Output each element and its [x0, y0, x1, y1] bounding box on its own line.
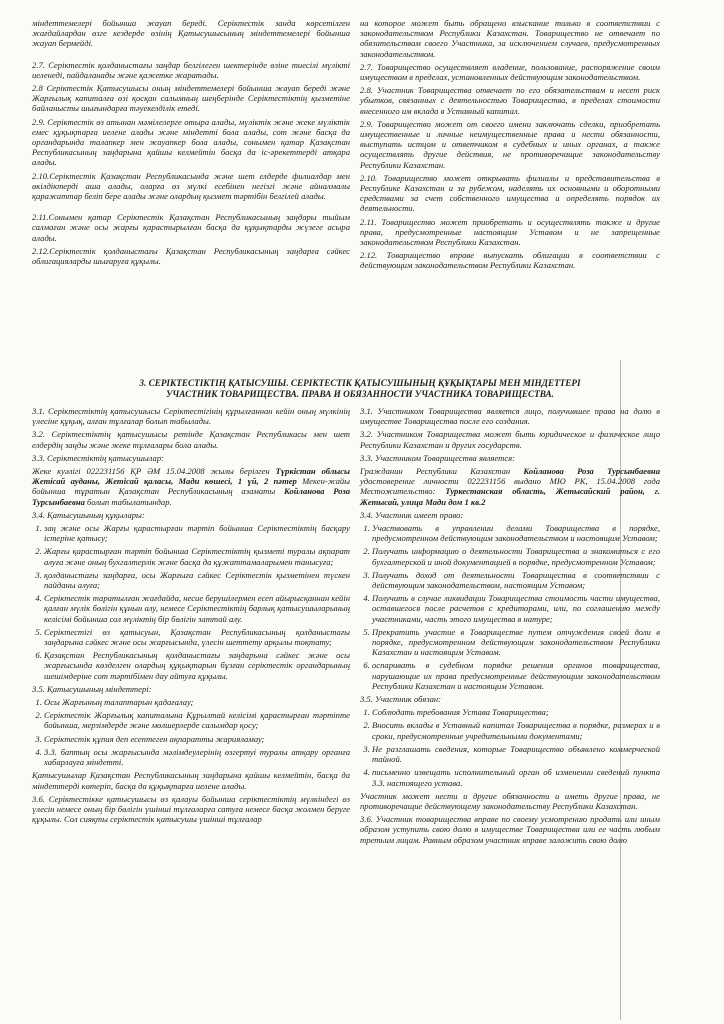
list-item: 2. Вносить вклады в Уставный капитал Товарищества в порядке, размерах и в сроки, предусмотренные учредительными документами; — [372, 720, 660, 740]
section-heading-kz: 3. СЕРІКТЕСТІКТІҢ ҚАТЫСУШЫ. СЕРІКТЕСТІК ҚАТЫСУШЫНЫҢ ҚҰҚЫҚТАРЫ МЕН МІНДЕТТЕРІ — [139, 378, 581, 388]
ru-paragraph-2-7: 2.7. Товарищество осуществляет владение, пользование, распоряжение своим имуществом в пределах, установленных действующим законодательством. — [360, 61, 660, 83]
ru-paragraph-3-5-label: 3.5. Участник обязан: — [360, 694, 442, 705]
list-item: 3. қолданыстағы заңдарға, осы Жарғыға сәйкес Серіктестік қызметінен түскен пайданы алуға; — [44, 570, 350, 590]
ru-paragraph-2-8: 2.8. Участник Товарищества отвечает по его обязательствам и несет риск убытков, связанных с деятельностью Товарищества, в пределах стоимости внесенного им вклада в Уставный капитал. — [360, 85, 660, 116]
list-item: 4. письменно извещать исполнительный орган об изменении сведений пункта 3.3. настоящего устава. — [372, 767, 660, 787]
section-3-heading — [60, 378, 660, 400]
kz-paragraph-2-9: 2.9. Серіктестік өз атынан мәмілелерге отыра алады, мүліктік және жеке мүліктік емес құқықтарға иелене алады және міндетті бола алады, сот және басқа да органдарында талапкер мен жауапкер бола алады, сонымен қатар Қазақстан Республикасының заңдарына қайшы келмейтін басқа да іс-әрекеттерді атқара алады. — [32, 116, 350, 168]
kz-paragraph-3-5-label: 3.5. Қатысушының міндеттері: — [32, 683, 152, 694]
kz-participant-id: Жеке куәлігі 022231156 ҚР ӘМ 15.04.2008 жылы берілген — [32, 466, 276, 477]
kz-paragraph-intro: міндеттемелері бойынша жауап береді. Серіктестік занда көрсетілген жағдайлардан өзге кездерде өзінің Қатысушысының міндеттемелері бойынша жауап бермейді. — [32, 18, 350, 49]
kz-paragraph-3-5-tail: Қатысушылар Қазақстан Республикасының заңдарына қайшы келмейтін, басқа да міндеттерді көтеріп, басқа да құқықтарға иелене алады. — [32, 770, 350, 791]
ru-participant-id: удостоверение личности 022231156 выдано МЮ РК, 15.04.2008 года Местожительство: — [360, 476, 660, 497]
kz-paragraph-2-8: 2.8 Серіктестік Қатысушысы оның міндеттемелері бойынша жауап береді және Жарғылық капиталға өзі қосқан салымның шеңберінде Серіктестіктің қызметіне байланысты шығындарға тәуекелділік етеді. — [32, 83, 350, 114]
list-item: 4. 3.3. баптың осы жарғысында мәлімдеулерінің өзгертуі туралы атқару органға хабарлауға міндетті. — [44, 747, 350, 767]
kz-rights-list — [32, 523, 350, 681]
list-item: 2. Серіктестік Жарғылық капиталына Құрылтай келісімі қарастырған тәртіпте бойынша, мерзімдерде және мөлшерлерде салымдар қосу; — [44, 710, 350, 730]
kz-participant-address: Түркістан облысы Жетісай ауданы, Жетісай қаласы, Мади көшесі, 1 үй, 2 пәтер — [32, 466, 350, 487]
ru-participant-name: Койланова Роза Турсынбаевна — [523, 466, 660, 477]
left-column-top — [32, 18, 350, 269]
list-item: 1. Соблюдать требования Устава Товарищества; — [372, 707, 660, 717]
list-item: 1. Участвовать в управлении делами Товарищества в порядке, предусмотренном действующим законодательством и настоящим Уставом; — [372, 523, 660, 543]
ru-paragraph-3-1: 3.1. Участником Товарищества является лицо, получившее права на долю в имуществе Товарищества после его создания. — [360, 406, 660, 427]
ru-paragraph-3-5-tail: Участник может нести и другие обязанности и иметь другие права, не противоречащие действующему законодательству Республики Казахстан. — [360, 790, 660, 811]
kz-participant-name: Койланова Роза Турсынбаевна — [32, 486, 350, 507]
kz-participant-text: Мекен-жайы бойынша тұратын Қазақстан Республикасының азаматы — [32, 476, 350, 497]
list-item: 5. Прекратить участие в Товариществе путем отчуждения своей доли в порядке, предусмотренном действующим законодательством Республики Казахстан и настоящим Уставом. — [372, 627, 660, 658]
kz-paragraph-3-1: 3.1. Серіктестіктің қатысушысы Серіктестігінің құрылғаннан кейін оның мүлкінің үлесіне құқық, алған тұлғалар болып табылады. — [32, 406, 350, 427]
kz-paragraph-2-12: 2.12.Серіктестік қолданыстағы Қазақстан Республикасының заңдарға сәйкес облигацияларды шығаруға құқылы. — [32, 245, 350, 267]
kz-paragraph-3-2: 3.2. Серіктестіктің қатысушысы ретінде Қазақстан Республикасы мен шет елдердің заңды және жеке тұлғалары бола алады. — [32, 429, 350, 450]
kz-paragraph-2-11: 2.11.Сонымен қатар Серіктестік Қазақстан Республикасының заңдары тыйым салмаған және осы жарғы қарастырылған басқа да құқықтарды жүзеге асыра алады. — [32, 212, 350, 243]
ru-paragraph-2-10: 2.10. Товарищество может открывать филиалы и представительства в Республике Казахстан и за рубежом, наделять их основными и оборотными средствами за счет собственного имущества и определять порядок их деятельности. — [360, 172, 660, 214]
ru-participant-text: Гражданин Республики Казахстан — [360, 466, 524, 477]
list-item: 5. Серіктестігі өз қатысуын, Қазақстан Республикасының қолданыстағы заңдарына сәйкес және осы жарғысында, үлесін шеттету арқылы тоқтату; — [44, 627, 350, 647]
list-item: 1. заң және осы Жарғы қарастырған тәртіп бойынша Серіктестіктің басқару істеріне қатысу; — [44, 523, 350, 543]
list-item: 2. Получать информацию о деятельности Товарищества и знакомиться с его бухгалтерской и иной документацией в порядке, предусмотренном Уставом; — [372, 546, 660, 566]
section-heading-ru: УЧАСТНИК ТОВАРИЩЕСТВА. ПРАВА И ОБЯЗАННОСТИ УЧАСТНИКА ТОВАРИЩЕСТВА. — [166, 389, 554, 399]
ru-paragraph-3-3-label: 3.3. Участником Товарищества является: — [360, 452, 516, 463]
kz-paragraph-3-6: 3.6. Серіктестікке қатысушысы өз қалауы бойынша серіктестіктің мүлкіндегі өз үлесін немесе оның бір бөлігін үшінші тұлғаларға сатуға немесе басқа жолмен беруге құқылы. Сол сияқты серіктестік қатысушы үшінші тұлғалар — [32, 793, 350, 825]
ru-paragraph-3-4-label: 3.4. Участник имеет право: — [360, 509, 464, 520]
ru-rights-list — [360, 523, 660, 691]
kz-duties-list — [32, 697, 350, 767]
list-item: 1. Осы Жарғының талаптарын қадағалау; — [44, 697, 350, 707]
ru-paragraph-3-6: 3.6. Участник товарищества вправе по своему усмотрению продать или иным образом уступить свою долю в имуществе Товарищества или ее часть любым третьим лицам. Равным образом участник вправе заложить свою долю — [360, 814, 660, 845]
ru-paragraph-3-3-body — [360, 466, 660, 507]
ru-paragraph-intro: на которое может быть обращено взыскание только в соответствии с законодательством Республики Казахстан. Товарищество не отвечает по обязательствам своего Участника, за исключением случаев, предусмотренных законодательством. — [360, 18, 660, 59]
list-item: 3. Получать доход от деятельности Товарищества в соответствии с действующим законодательством, настоящим Уставом; — [372, 570, 660, 590]
kz-participant-tail: болып табылатындар. — [84, 496, 172, 507]
ru-paragraph-2-12: 2.12. Товарищество вправе выпускать облигации в соответствии с действующим законодательством Республики Казахстан. — [360, 250, 660, 271]
kz-paragraph-3-4-label: 3.4. Қатысушының құқылары: — [32, 509, 145, 520]
kz-paragraph-3-3-label: 3.3. Серіктестіктің қатысушылар: — [32, 452, 164, 463]
ru-paragraph-2-11: 2.11. Товарищество может приобретать и осуществлять также и другие права, предусмотренные настоящим Уставом и не запрещенные законодательством Республики Казахстан. — [360, 216, 660, 248]
list-item: 4. Получить в случае ликвидации Товарищества стоимость части имущества, оставшегося после расчетов с кредиторами, или, по соглашению между участниками, часть этого имущества в натуре; — [372, 593, 660, 624]
ru-paragraph-3-2: 3.2. Участником Товарищества может быть юридическое и физическое лицо Республики Казахстан и других государств. — [360, 429, 660, 450]
left-column-bottom — [32, 406, 350, 827]
right-column-top — [360, 18, 660, 274]
ru-duties-list — [360, 707, 660, 787]
ru-paragraph-2-9: 2.9. Товарищество может от своего имени заключать сделки, приобретать имущественные и личные неимущественные права и нести обязанности, выступать истцом и ответчиком в судебных и иных органах, а также осуществлять другие действия, не противоречащие законодательству Республики Казахстан. — [360, 118, 660, 170]
list-item: 6. Қазақстан Республикасының қолданыстағы заңдарына сәйкес және осы жарғысында көзделген олардың құқықтарын бұзған серіктестік органдарының шешімдеріне сот тәртібімен дау айтуға құқылы. — [44, 650, 350, 681]
right-column-bottom — [360, 406, 660, 848]
list-item: 3. Серіктестік құпия деп есептеген ақпаратты жарияламау; — [44, 734, 350, 744]
list-item: 6. оспаривать в судебном порядке решения органов товарищества, нарушающие их права предусмотренные действующим законодательством Республики Казахстан и настоящим Уставом. — [372, 660, 660, 691]
list-item: 4. Серіктестік таратылған жағдайда, несие берушілермен есеп айырысқаннан кейін қалған мүлік бөлігін құнын алу, немесе Серіктестіктің барлық қатысушыларының келісімі бойынша сол мүліктің бір бөлігін заттай алу. — [44, 593, 350, 624]
kz-paragraph-2-10: 2.10.Серіктестік Қазақстан Республикасында және шет елдерде филиалдар мен өкілдіктерді аша алады, оларға өз мүлкі есебінен негізгі және айналмалы қаражаттар беліп бере алады және олардың қызмет тәртібін белгілей алады. — [32, 170, 350, 202]
binding-seal-line — [620, 360, 661, 1020]
list-item: 3. Не разглашать сведения, которые Товарищество объявлено коммерческой тайной. — [372, 744, 660, 764]
list-item: 2. Жарғы қарастырған тәртіп бойынша Серіктестіктің қызметі туралы ақпарат алуға және оның бухгалтерлік және басқа да құжаттамаларымен танысуға; — [44, 546, 350, 566]
kz-paragraph-3-3-body — [32, 466, 350, 507]
kz-paragraph-2-7: 2.7. Серіктестік қолданыстағы заңдар белгілеген шектерінде өзіне тиесілі мүлікті иеленеді, пайдаланады және қажетке жаратады. — [32, 59, 350, 80]
ru-participant-address: Туркестанская область, Жетысайский район, г. Жетысай, улица Мади дом 1 кв.2 — [360, 486, 660, 507]
